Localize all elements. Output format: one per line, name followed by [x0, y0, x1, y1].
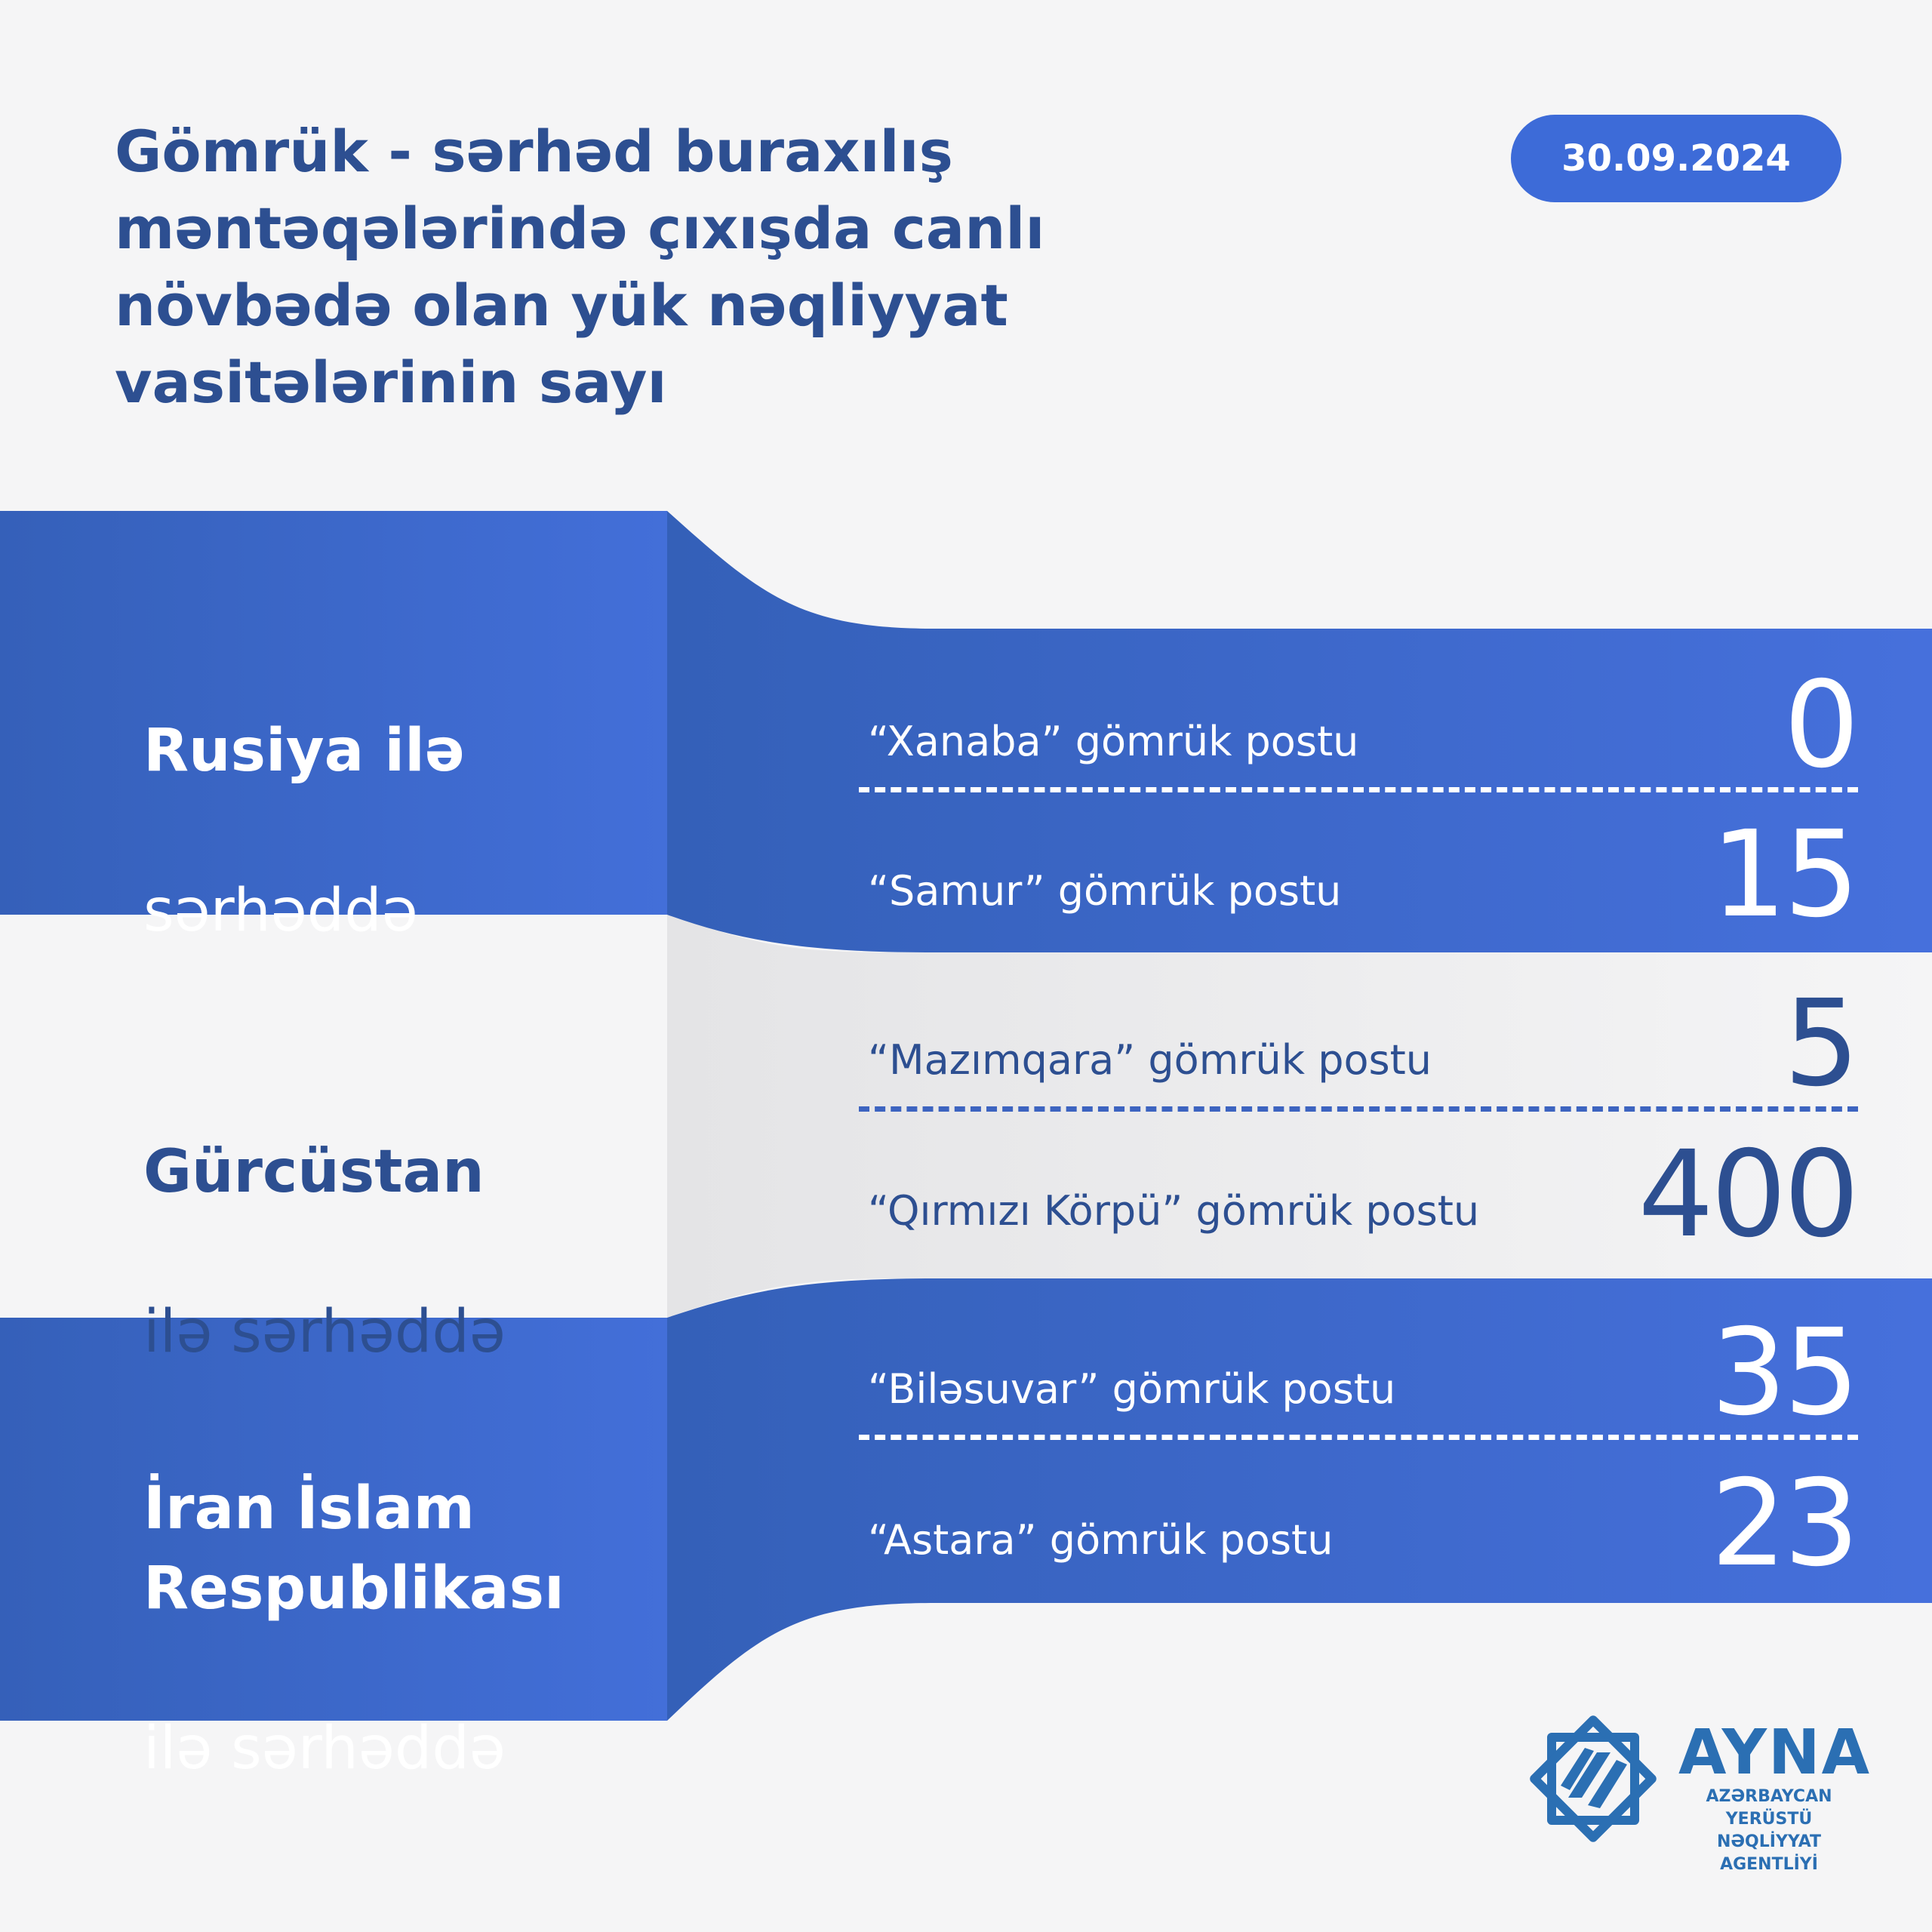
region-label-line1: İran İslam Respublikası: [143, 1475, 565, 1623]
post-row-bilesuvar: [868, 1298, 1857, 1441]
post-row-mazimqara: [868, 969, 1857, 1112]
divider: [859, 1106, 1858, 1112]
logo-subtitle: AZƏRBAYCAN YERÜSTÜ NƏQLİYYAT AGENTLİYİ: [1706, 1787, 1832, 1874]
post-value: 35: [1710, 1303, 1857, 1442]
post-name: “Astara” gömrük postu: [868, 1516, 1334, 1564]
region-label-russia: [143, 631, 465, 951]
post-name: “Samur” gömrük postu: [868, 867, 1342, 915]
post-row-samur: [868, 800, 1857, 943]
region-label-line2: ilə sərhəddə: [143, 1298, 506, 1366]
region-label-line1: Gürcüstan: [143, 1138, 485, 1206]
region-label-georgia: [143, 1052, 506, 1372]
post-value: 5: [1783, 974, 1857, 1113]
post-row-astara: [868, 1449, 1857, 1592]
page-title: Gömrük - sərhəd buraxılış məntəqələrində çıxışda canlı növbədə olan yük nəqliyyat vasitələrinin sayı: [115, 118, 1045, 416]
post-value: 23: [1710, 1454, 1857, 1593]
post-name: “Qırmızı Körpü” gömrük postu: [868, 1187, 1480, 1235]
divider: [859, 787, 1858, 792]
post-name: “Biləsuvar” gömrük postu: [868, 1365, 1396, 1413]
region-label-line2: ilə sərhəddə: [143, 1715, 506, 1783]
divider: [859, 1435, 1858, 1440]
post-value: 0: [1783, 656, 1857, 795]
ayna-star-logo-icon: [1521, 1707, 1665, 1850]
post-row-xanaba: [868, 651, 1857, 794]
post-name: “Xanaba” gömrük postu: [868, 718, 1359, 765]
date-badge: 30.09.2024: [1511, 115, 1841, 202]
post-row-qirmizi-korpu: [868, 1120, 1857, 1263]
post-value: 15: [1710, 805, 1857, 944]
logo-name: AYNA: [1678, 1717, 1872, 1789]
post-value: 400: [1638, 1125, 1857, 1264]
region-label-line2: sərhəddə: [143, 877, 418, 945]
ayna-logo: [1517, 1704, 1872, 1874]
region-label-iran: [143, 1389, 565, 1789]
region-label-line1: Rusiya ilə: [143, 717, 465, 785]
post-name: “Mazımqara” gömrük postu: [868, 1036, 1432, 1084]
